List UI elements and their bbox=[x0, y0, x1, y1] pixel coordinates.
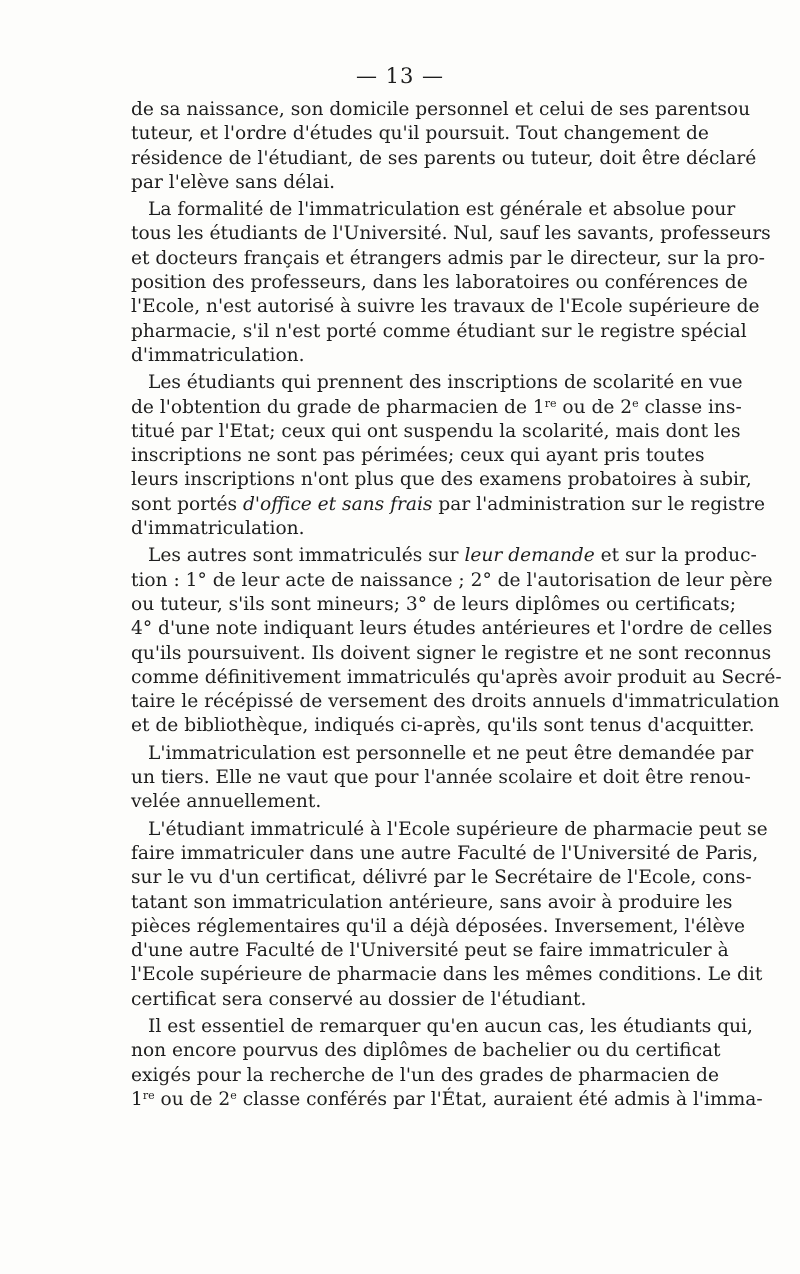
text-segment: titué par l'Etat; ceux qui ont suspendu la scolarité, mais dont les bbox=[131, 420, 741, 442]
text-segment: comme définitivement immatriculés qu'après avoir produit au Secré- bbox=[131, 666, 782, 688]
text-line bbox=[131, 1039, 721, 1063]
text-line bbox=[131, 247, 765, 271]
text-line bbox=[131, 344, 697, 368]
superscript: re bbox=[142, 1088, 155, 1102]
text-line bbox=[131, 642, 772, 666]
text-segment: leurs inscriptions n'ont plus que des examens probatoires à subir, bbox=[131, 469, 752, 491]
text-segment: d'une autre Faculté de l'Université peut se faire immatriculer à bbox=[131, 940, 729, 962]
text-line bbox=[131, 593, 736, 617]
text-segment: sur le vu d'un certificat, délivré par le Secrétaire de l'Ecole, cons- bbox=[131, 867, 752, 889]
text-line bbox=[131, 766, 751, 790]
text-line bbox=[131, 1064, 719, 1088]
text-segment: classe ins- bbox=[638, 396, 742, 418]
text-line bbox=[131, 147, 757, 171]
text-line bbox=[131, 714, 755, 738]
text-line bbox=[131, 842, 759, 866]
text-segment: L'immatriculation est personnelle et ne peut être demandée par bbox=[148, 742, 754, 764]
text-segment: La formalité de l'immatriculation est générale et absolue pour bbox=[148, 199, 736, 221]
text-line bbox=[131, 222, 771, 246]
text-segment: d'immatriculation. bbox=[131, 518, 305, 540]
text-segment: position des professeurs, dans les laboratoires ou conférences de bbox=[131, 272, 748, 294]
text-line bbox=[131, 444, 705, 468]
text-segment: par l'elève sans délai. bbox=[131, 171, 336, 193]
text-line bbox=[131, 963, 763, 987]
text-line bbox=[131, 98, 751, 122]
text-segment: tatant son immatriculation antérieure, sans avoir à produire les bbox=[131, 891, 733, 913]
text-segment: ou de 2 bbox=[556, 396, 633, 418]
text-line bbox=[131, 493, 766, 517]
text-line bbox=[131, 915, 745, 939]
text-segment: faire immatriculer dans une autre Faculté de l'Université de Paris, bbox=[131, 842, 759, 864]
text-segment: tuteur, et l'ordre d'études qu'il poursuit. Tout changement de bbox=[131, 123, 709, 145]
text-segment: de l'obtention du grade de pharmacien de 1 bbox=[131, 396, 545, 418]
text-segment: Les étudiants qui prennent des inscriptions de scolarité en vue bbox=[148, 372, 743, 394]
page-number: — 13 — bbox=[355, 64, 445, 88]
text-segment: par l'administration sur le registre bbox=[432, 493, 766, 515]
text-segment: tion : 1° de leur acte de naissance ; 2° de l'autorisation de leur père bbox=[131, 569, 773, 591]
text-segment: velée annuellement. bbox=[131, 791, 322, 813]
text-segment: pharmacie, s'il n'est porté comme étudiant sur le registre spécial bbox=[131, 320, 747, 342]
text-segment: de sa naissance, son domicile personnel et celui de ses parentsou bbox=[131, 99, 751, 120]
text-segment: classe conférés par l'État, auraient été admis à l'imma- bbox=[236, 1088, 763, 1110]
text-segment: non encore pourvus des diplômes de bachelier ou du certificat bbox=[131, 1040, 721, 1062]
text-line bbox=[131, 617, 773, 641]
text-line bbox=[131, 742, 754, 766]
superscript: e bbox=[230, 1088, 237, 1102]
text-line bbox=[131, 866, 752, 890]
italic-text: leur demande bbox=[464, 545, 595, 567]
text-line bbox=[131, 690, 780, 714]
body-text bbox=[131, 98, 782, 1112]
text-segment: un tiers. Elle ne vaut que pour l'année scolaire et doit être renou- bbox=[131, 767, 751, 789]
text-segment: tous les étudiants de l'Université. Nul, sauf les savants, professeurs bbox=[131, 223, 771, 245]
text-line bbox=[131, 988, 697, 1012]
text-segment: certificat sera conservé au dossier de l'étudiant. bbox=[131, 988, 587, 1010]
text-segment: l'Ecole, n'est autorisé à suivre les travaux de l'Ecole supérieure de bbox=[131, 296, 760, 318]
text-segment: inscriptions ne sont pas périmées; ceux qui ayant pris toutes bbox=[131, 445, 705, 467]
text-line bbox=[131, 1088, 763, 1112]
text-line bbox=[131, 569, 773, 593]
text-line bbox=[131, 371, 743, 395]
text-segment: qu'ils poursuivent. Ils doivent signer le registre et ne sont reconnus bbox=[131, 642, 772, 664]
text-segment: sont portés bbox=[131, 493, 244, 515]
text-line bbox=[131, 396, 742, 420]
text-segment: Il est essentiel de remarquer qu'en aucun cas, les étudiants qui, bbox=[148, 1015, 753, 1037]
text-segment: 4° d'une note indiquant leurs études antérieures et l'ordre de celles bbox=[131, 618, 773, 640]
text-segment: et de bibliothèque, indiqués ci-après, qu'ils sont tenus d'acquitter. bbox=[131, 715, 755, 737]
text-line bbox=[131, 939, 729, 963]
text-segment: taire le récépissé de versement des droits annuels d'immatriculation bbox=[131, 691, 780, 713]
text-line bbox=[131, 295, 760, 319]
text-line bbox=[131, 420, 741, 444]
text-segment: pièces réglementaires qu'il a déjà déposées. Inversement, l'élève bbox=[131, 915, 745, 937]
text-line bbox=[131, 544, 757, 568]
text-line bbox=[131, 818, 768, 842]
text-line bbox=[131, 171, 697, 195]
text-segment: ou tuteur, s'ils sont mineurs; 3° de leurs diplômes ou certificats; bbox=[131, 593, 736, 615]
text-segment: d'immatriculation. bbox=[131, 344, 305, 366]
text-segment: l'Ecole supérieure de pharmacie dans les mêmes conditions. Le dit bbox=[131, 964, 763, 986]
text-line bbox=[131, 1015, 753, 1039]
text-line bbox=[131, 517, 697, 541]
text-line bbox=[131, 468, 752, 492]
text-segment: et docteurs français et étrangers admis par le directeur, sur la pro- bbox=[131, 247, 765, 269]
text-line bbox=[131, 320, 747, 344]
text-line bbox=[131, 790, 697, 814]
text-line bbox=[131, 198, 736, 222]
text-segment: et sur la produc- bbox=[594, 545, 757, 567]
text-segment: résidence de l'étudiant, de ses parents ou tuteur, doit être déclaré bbox=[131, 147, 757, 169]
italic-text: d'office et sans frais bbox=[243, 493, 433, 515]
superscript: re bbox=[544, 396, 557, 410]
text-segment: exigés pour la recherche de l'un des grades de pharmacien de bbox=[131, 1064, 719, 1086]
text-line bbox=[131, 666, 782, 690]
text-segment: 1 bbox=[131, 1088, 143, 1110]
text-line bbox=[131, 271, 748, 295]
text-line bbox=[131, 122, 709, 146]
superscript: e bbox=[632, 396, 639, 410]
text-segment: Les autres sont immatriculés sur bbox=[148, 545, 465, 567]
text-segment: ou de 2 bbox=[154, 1088, 231, 1110]
text-segment: L'étudiant immatriculé à l'Ecole supérieure de pharmacie peut se bbox=[148, 818, 768, 840]
text-line bbox=[131, 891, 733, 915]
